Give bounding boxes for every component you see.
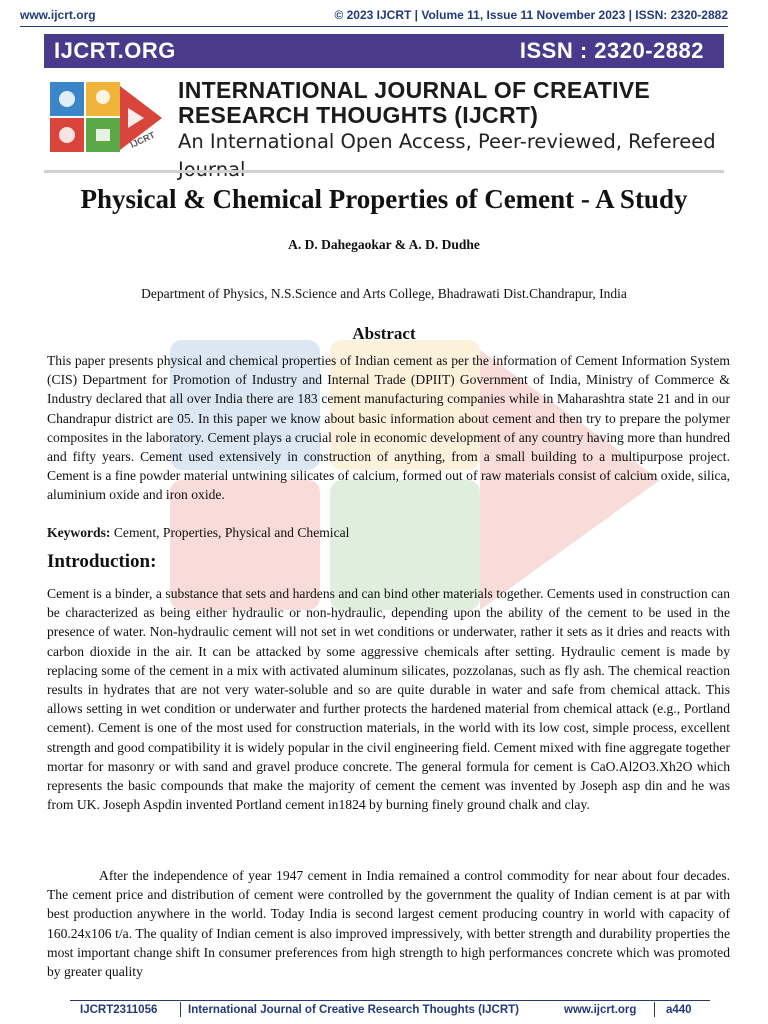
running-footer [70, 1000, 710, 1018]
keywords-label: Keywords: [47, 525, 111, 540]
introduction-heading: Introduction: [47, 551, 157, 572]
banner-site: IJCRT.ORG [54, 38, 176, 63]
footer-separator [654, 1002, 655, 1017]
paper-affiliation: Department of Physics, N.S.Science and Arts College, Bhadrawati Dist.Chandrapur, India [141, 286, 627, 301]
footer-journal: International Journal of Creative Research Thoughts (IJCRT) [188, 1004, 519, 1016]
running-header [0, 6, 768, 26]
paper-authors: A. D. Dahegaokar & A. D. Dudhe [288, 237, 480, 252]
keywords-line [47, 525, 349, 541]
masthead [178, 78, 738, 184]
paper-title: Physical & Chemical Properties of Cement - A Study [80, 184, 688, 214]
introduction-paragraph-1: Cement is a binder, a substance that sets and hardens and can bind other materials together. Cements used in construction can be characterized as being either hydraulic or non-hydraulic, depending upon the ability of the cement to be used in the presence of water. Non-hydraulic cement will not set in wet conditions or underwater, rather it sets as it dries and reacts with carbon dioxide in the air. It can be attacked by some aggressive chemicals after setting. Hydraulic cement is made by replacing some of the cement in a mix with activated aluminum silicates, pozzolanas, such as fly ash. The chemical reaction results in hydrates that are not very water-soluble and so are quite durable in water and safe from chemical attack. This allows setting in wet condition or underwater and further protects the hardened material from chemical attack (e.g., Portland cement). Cement is one of the most used for construction materials, in the world with its low cost, simple process, excellent strength and good compatibility it is widely popular in the civil engineering field. Cement mixed with fine aggregate together mortar for masonry or with sand and gravel produce concrete. The general formula for cement is CaO.Al2O3.Xh2O which represents the basic compounds that make the majority of cement the cement was invented by Joseph asp din and he was from UK. Joseph Aspdin invented Portland cement in1824 by burning finely ground chalk and clay. [47, 586, 730, 813]
footer-page-number: a440 [666, 1004, 692, 1016]
header-citation: © 2023 IJCRT | Volume 11, Issue 11 November 2023 | ISSN: 2320-2882 [334, 8, 728, 22]
ijcrt-logo-icon [46, 78, 166, 164]
logo-text: IJCRT [128, 129, 157, 150]
masthead-divider [44, 170, 724, 173]
introduction-paragraph-2: After the independence of year 1947 cement in India remained a control commodity for near about four decades. The cement price and distribution of cement were controlled by the government the quality of Indian cement is at par with best production anywhere in the world. Today India is second largest cement producing country in world with capacity of 160.24x106 t/a. The quality of Indian cement is also improved impressively, with better strength and durability properties the most important change shift In consumer preferences from high strength to high performances concrete which was promoted by greater quality [47, 868, 730, 980]
abstract-text: This paper presents physical and chemical properties of Indian cement as per the information of Cement Information System (CIS) Department for Promotion of Industry and Internal Trade (DPIIT) Government of India, Ministry of Commerce & Industry declared that all over India there are 183 cement manufacturing companies while in Maharashtra state 21 and in our Chandrapur district are 05. In this paper we know about basic information about cement and then try to prepare the polymer composites in the laboratory. Cement plays a crucial role in economic development of any country having more than hundred and fifty years. Cement used extensively in construction of anything, from a small building to a multipurpose project. Cement is a fine powder material untwining silicates of calcium, formed out of raw materials consist of calcium oxide, silica, aluminium oxide and iron oxide. [47, 353, 730, 503]
header-rule [20, 26, 728, 27]
footer-separator [180, 1002, 181, 1017]
banner-issn: ISSN : 2320-2882 [519, 38, 704, 63]
masthead-line-1: INTERNATIONAL JOURNAL OF CREATIVE [178, 77, 651, 103]
journal-banner [44, 34, 724, 68]
abstract-heading: Abstract [352, 324, 416, 343]
keywords-value: Cement, Properties, Physical and Chemical [113, 525, 350, 540]
masthead-line-2: RESEARCH THOUGHTS (IJCRT) [178, 102, 539, 128]
header-site-link[interactable]: www.ijcrt.org [20, 8, 96, 22]
footer-rule [70, 1000, 710, 1001]
masthead-tagline: An International Open Access, Peer-reviewed, Refereed [178, 130, 716, 153]
footer-site-link[interactable]: www.ijcrt.org [564, 1004, 637, 1016]
footer-paper-id: IJCRT2311056 [80, 1004, 158, 1016]
